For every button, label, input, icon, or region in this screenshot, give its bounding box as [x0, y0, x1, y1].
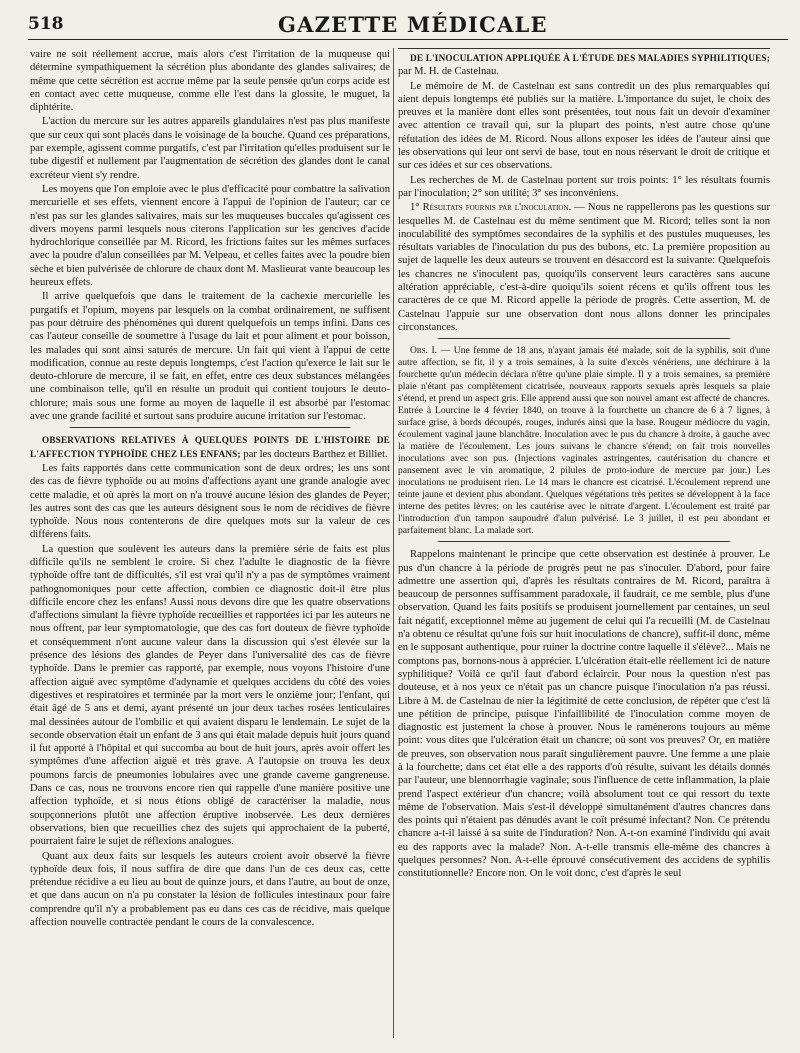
section-heading-title: DE L'INOCULATION APPLIQUÉE À L'ÉTUDE DES MALADIES SYPHILITIQUES; [410, 53, 770, 63]
subsection-heading: 1° Résultats fournis par l'inoculation. [410, 202, 572, 214]
left-column [30, 48, 390, 1044]
section-separator [70, 427, 350, 428]
section-separator [398, 48, 770, 49]
page-header [28, 10, 788, 40]
paragraph [398, 201, 770, 334]
paragraph: Les recherches de M. de Castelnau portent sur trois points: 1° les résultats fournis par l'inoculation; 2° son utilité; 3° ses inconvéniens. [398, 174, 770, 199]
section-heading-authors: par M. H. de Castelnau. [398, 66, 499, 78]
observation-label: Obs. I. [410, 345, 438, 357]
observation-text: — Une femme de 18 ans, n'ayant jamais été malade, soit de la syphilis, soit d'une autre affection, se fit, il y a trois semaines, à la suite d'excès vénériens, une déchirure à la fourchette qu'un médecin déclara n'être qu'une plaie simple. Il y a trois semaines, sa première plaie n'étant pas complètement cicatrisée, nouveaux rapports sexuels après lesquels sa plaie s'étend, et prend un aspect gris. Elle apprend aussi que son nouvel amant est affecté de chancres. Entrée à Lourcine le 4 février 1840, on trouve à la fourchette un chancre de 6 à 7 lignes, à surface grise, à bords découpés, rouges, indurés ainsi que la base. Rougeur médiocre du vagin, écoulement vaginal jaune blanchâtre. Inoculation avec le pus du chancre à droite, à gauche avec la matière de l'écoulement. Les jours suivans le chancre s'étend; on fait trois nouvelles inoculations avec son pus. (Injections vaginales astringentes, cautérisation du chancre et pansement avec le vin aromatique, 2 pilules de proto-iodure de mercure par jour.) Les inoculations ne produisent rien. Le 14 mars le chancre est cicatrisé. L'écoulement reprend une teinte jaune et devient plus abondant. Quelques végétations très petites se développent à la face interne des petites lèvres; on les cautérise avec le nitrate d'argent. L'écoulement est traité par l'introduction d'un tampon saupoudré d'alun pulvérisé. Le 3 juillet, il est peu abondant et parfaitement blanc. La malade sort. [398, 345, 770, 537]
paragraph: La question que soulèvent les auteurs dans la première série de faits est plus difficile qu'ils ne semblent le croire. Si chez l'adulte le diagnostic de la fièvre typhoïde offre tant de difficultés, s'il est vrai qu'il n'y a pas de symptômes vraiment pathognomoniques pour cette affection, combien ce diagnostic doit-il être plus difficile encore chez les enfans! Aussi nous devons dire que les quatre observations d'affections simulant la fièvre typhoïde recueillies et rapportées ici par les auteurs ne nous offrent, par leur symptomatologie, que des cas fort douteux de fièvre typhoïde et conséquemment n'ont aucune valeur dans la discussion qui s'est élevée sur la présence des lésions des glandes de Peyer dans l'universalité des cas de fièvre typhoïde. Dans le premier cas rapporté, par exemple, nous voyons l'histoire d'une affection aiguë avec symptôme d'adynamie et quelques accidens du côté des voies digestives et respiratoires et terminée par la mort vers le onzième jour; l'enfant, qui était âgé de 5 ans et demi, ayant présenté un jour deux taches rosées lenticulaires mal dessinées autour de l'ombilic et qui avaient disparu le lendemain. Le sujet de la seconde observation était un enfant de 3 ans qui était malade depuis huit jours quand il fut apporté à l'hôpital et qui succomba au bout de huit jours, après avoir offert les symptômes d'une affection aiguë et très grave. A l'autopsie on trouva les deux poumons farcis de pneumonies lobulaires avec une grande caverne gangreneuse. Dans ce cas, nous ne trouvons encore rien qui rappelle d'une manière positive une affection typhoïde, et si nous étions obligé de caractériser la maladie, nous soupçonnerions plutôt une affection éruptive inobservée. Les deux dernières observations, bien que recueillies chez des sujets qui approchaient de la puberté, pourraient faire le sujet de réflexions analogues. [30, 543, 390, 848]
right-column [398, 48, 770, 1044]
paragraph: Rappelons maintenant le principe que cette observation est destinée à prouver. Le pus d'un chancre à la période de progrès peut ne pas s'inoculer. D'abord, pour faire admettre une assertion qui, d'après les résultats contraires de M. Ricord, paraîtra à beaucoup de personnes suffisamment paradoxale, il faudrait, ce me semble, plus d'une observation. Quand les faits positifs se produisent journellement par centaines, un seul fait négatif, exceptionnel même au jugement de celui qui l'a recueilli (M. de Castelnau n'a obtenu ce résultat qu'une fois sur huit inoculations de chancre), suffit-il donc, même en le supposant authentique, pour ruiner la doctrine contre laquelle il s'élève?... Mais ne comptons pas, bornons-nous à apprécier. L'ulcération était-elle réellement ici de nature syphilitique? Voilà ce qu'il faut d'abord éclaircir. Pour nous la question n'est pas douteuse, et à nos yeux ce n'était pas un chancre puisque l'inoculation n'a pas réussi. Libre à M. de Castelnau de nier la légitimité de cette conclusion, de répéter que c'est là une pétition de principe, puisque l'infaillibilité de l'inoculation comme moyen de diagnostic est justement la chose à prouver. Nous le ramènerons toujours au même point: vous dites que l'ulcération était un chancre; où sont vos preuves? Or, en matière de preuves, son observation nous paraît singulièrement pauvre. Une femme a une plaie à la fourchette; dans cet état elle a des rapports d'où résulte, suivant les détails donnés par l'auteur, une blennorrhagie vaginale; sous l'influence de cette inflammation, la plaie prend l'aspect extérieur d'un chancre; voilà absolument tout ce qui ressort du texte même de l'observation. Mais s'est-il développé simultanément d'autres chancres dans des points qui n'étaient pas dénudés avant le coït présumé infectant? Non. Ce prétendu chancre a-t-il laissé à sa suite de l'induration? Non. A-t-on examiné l'individu qui avait eu des rapports avec la malade? Non. A-t-elle transmis elle-même des chancres à quelques personnes? Non. A-t-elle éprouvé consécutivement des accidens de syphilis constitutionnelle? Encore non. On le voit donc, c'est d'après le seul [398, 549, 770, 880]
paragraph: Le mémoire de M. de Castelnau est sans contredit un des plus remarquables qui aient depuis longtemps été publiés sur la matière. L'importance du sujet, le choix des preuves et la manière dont elles sont présentées, tout nous fait un devoir d'examiner avec attention ce travail qui, sur la plupart des points, n'est autre chose qu'une réfutation des idées de M. Ricord. Nous allons exposer les idées de l'auteur ainsi que les observations qui leur ont servi de base, tout en nous réservant le droit de critique et sur ces idées et sur ces observations. [398, 80, 770, 172]
page-number: 518 [28, 14, 64, 34]
observation [398, 345, 770, 537]
paragraph-text: — Nous ne rappellerons pas les questions sur lesquelles M. de Castelnau est du même sentiment que M. Ricord; telles sont la non inoculabilité des symptômes secondaires de la syphilis et des pustules muqueuses, les résultats variables de l'inoculation du pus des bubons, etc. La première proposition au sujet de laquelle les deux auteurs se trouvent en désaccord est la suivante: Quelquefois les chancres ne s'inoculent pas, quoiqu'ils conservent leurs caractères sans aucune altération appréciable, c'est-à-dire quoiqu'ils soient récens et qu'ils offrent tous les caractères de ce que M. Ricord appelle la période de progrès. Cette assertion, M. de Castelnau l'appuie sur une observation dont nous allons donner les principales circonstances. [398, 202, 770, 333]
paragraph: Il arrive quelquefois que dans le traitement de la cachexie mercurielle les purgatifs et l'opium, moyens par lesquels on la combat ordinairement, ne suffisent pas pour détruire des phénomènes qui durent quelquefois un temps infini. Dans ces cas l'auteur conseille de soumettre à l'usage du lait et pour aliment et pour boisson, les malades qui sont ainsi saturés de mercure. Un fait qui vient à l'appui de cette modification, connue au reste depuis longtemps, c'est l'action qu'exerce le lait sur le deuto-chlorure de mercure, il se fait, en effet, entre ces deux substances mélangées une combinaison telle, qu'il en résulte un produit qui contient toujours le deuto-chlorure; mais sous une forme au moyen de laquelle il est absorbé par l'estomac avec une grande facilité et surtout sans produire aucune irritation sur l'estomac. [30, 291, 390, 423]
paragraph: Les faits rapportés dans cette communication sont de deux ordres; les uns sont des cas de fièvre typhoïde ou au moins d'affections ayant une grande analogie avec cette maladie, et où après la mort on n'a trouvé aucune lésion des glandes de Peyer; les autres sont des cas que les auteurs désignent sous le nom de récidives de fièvre typhoïde. Nous nous contenterons de dire quelques mots sur la valeur de ces différens faits. [30, 462, 390, 541]
paragraph: Quant aux deux faits sur lesquels les auteurs croient avoir observé la fièvre typhoïde deux fois, il nous suffira de dire que dans l'un de ces deux cas, cette prétendue récidive a eu lieu au bout de quinze jours, et dans l'autre, au bout de onze, et que dans aucun on n'a pu constater la lésion de follicules intestinaux pour faire comprendre qu'il n'y a probablement pas eu dans ces cas de récidive, mais quelque affection nouvelle contractée pendant le cours de la convalescence. [30, 850, 390, 928]
section-separator [438, 541, 730, 542]
paragraph: L'action du mercure sur les autres appareils glandulaires n'est pas plus manifeste que sur ceux qui sont placés dans le voisinage de la bouche. Quand ces préparations, par exemple, agissent comme purgatifs, c'est par l'irritation qu'elles produisent sur le tube digestif et nullement par l'augmentation de sécrétion des glandes dont le canal excréteur vient s'y rendre. [30, 116, 390, 181]
section-heading-authors: par les docteurs Barthez et Billiet. [243, 448, 388, 460]
paragraph: vaire ne soit réellement accrue, mais alors c'est l'irritation de la muqueuse qui détermine sympathiquement la sécrétion plus abondante des glandes salivaires; de même que cette sécrétion est accrue même par la seule pensée qu'un corps acide est en contact avec cette muqueuse, comme elle l'est dans la glossite, le muguet, la diphtérite. [30, 49, 390, 114]
column-divider [393, 48, 394, 1038]
paragraph: Les moyens que l'on emploie avec le plus d'efficacité pour combattre la salivation mercurielle et ses effets, viennent encore à l'appui de l'opinion de l'auteur; car ce n'est pas sur les glandes salivaires, mais sur les muqueuses buccales qu'agissent ces divers moyens parmi lesquels nous citerons l'application sur les gencives d'acide hydrochlorique conseillée par M. Ricord, les frictions faites sur les mêmes surfaces avec la poudre d'alun conseillées par M. Velpeau, et celles faites avec la poudre bien sèche et bien pulvérisée de chlorure de chaux dont M. Maslieurat vante beaucoup les heureux effets. [30, 183, 390, 289]
section-heading [30, 434, 390, 461]
section-separator [438, 338, 730, 339]
page-title: GAZETTE MÉDICALE [278, 12, 548, 37]
section-heading-title: OBSERVATIONS RELATIVES À QUELQUES POINTS DE L'HISTOIRE DE L'AFFECTION TYPHOÏDE CHEZ LES ENFANS; [30, 435, 390, 459]
section-heading [398, 52, 770, 79]
